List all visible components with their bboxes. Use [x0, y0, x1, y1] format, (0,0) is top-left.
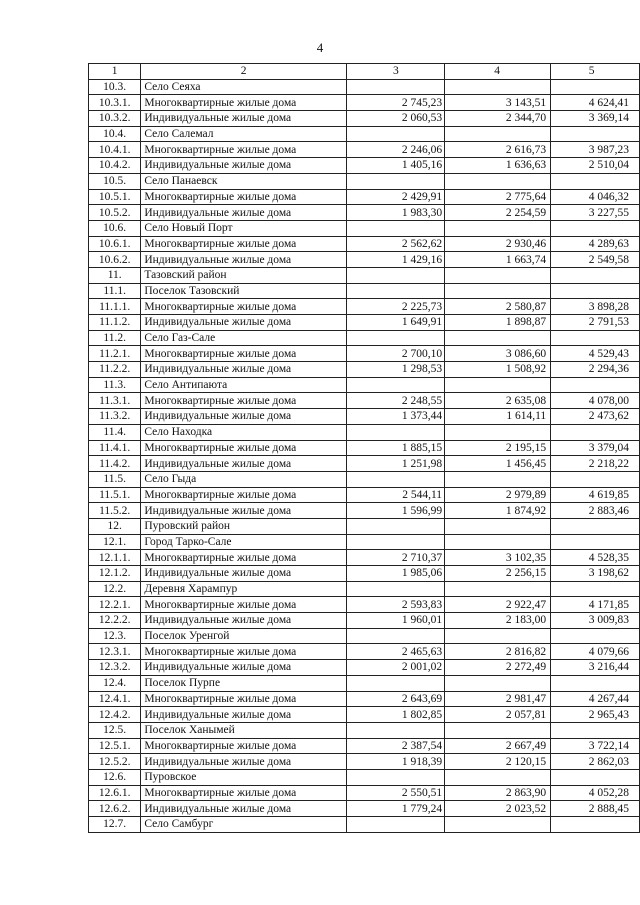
row-name-cell: Село Новый Порт: [141, 220, 346, 236]
value-col5-cell: 4 171,85: [551, 597, 640, 613]
table-row: [89, 189, 640, 205]
row-name-cell: Многоквартирные жилые дома: [141, 142, 346, 158]
row-number-cell: 12.5.2.: [89, 754, 141, 770]
header-cell: 2: [141, 64, 346, 80]
row-number-cell: 11.1.2.: [89, 315, 141, 331]
value-col3-cell: 2 387,54: [346, 738, 444, 754]
value-col3-cell: 1 960,01: [346, 613, 444, 629]
value-col3-cell: 1 983,30: [346, 205, 444, 221]
row-number-cell: 12.4.2.: [89, 707, 141, 723]
value-col4-cell: 1 456,45: [445, 456, 551, 472]
table-header-row: [89, 64, 640, 80]
value-col5-cell: 2 218,22: [551, 456, 640, 472]
row-name-cell: Индивидуальные жилые дома: [141, 613, 346, 629]
value-col5-cell: [551, 581, 640, 597]
row-number-cell: 10.5.2.: [89, 205, 141, 221]
row-number-cell: 10.5.1.: [89, 189, 141, 205]
row-name-cell: Село Находка: [141, 424, 346, 440]
table-row: [89, 644, 640, 660]
row-name-cell: Многоквартирные жилые дома: [141, 95, 346, 111]
table-row: [89, 691, 640, 707]
row-number-cell: 10.4.: [89, 126, 141, 142]
row-name-cell: Индивидуальные жилые дома: [141, 456, 346, 472]
table-row: [89, 738, 640, 754]
value-col4-cell: 3 102,35: [445, 550, 551, 566]
row-number-cell: 11.1.: [89, 283, 141, 299]
value-col5-cell: 2 510,04: [551, 158, 640, 174]
value-col5-cell: 2 473,62: [551, 409, 640, 425]
value-col4-cell: 2 023,52: [445, 801, 551, 817]
row-number-cell: 11.2.1.: [89, 346, 141, 362]
row-name-cell: Индивидуальные жилые дома: [141, 566, 346, 582]
value-col5-cell: 4 528,35: [551, 550, 640, 566]
value-col5-cell: [551, 330, 640, 346]
row-number-cell: 12.1.1.: [89, 550, 141, 566]
row-name-cell: Многоквартирные жилые дома: [141, 738, 346, 754]
row-number-cell: 11.: [89, 267, 141, 283]
value-col4-cell: [445, 769, 551, 785]
row-number-cell: 11.4.2.: [89, 456, 141, 472]
value-col4-cell: 1 898,87: [445, 315, 551, 331]
row-number-cell: 11.2.: [89, 330, 141, 346]
row-name-cell: Индивидуальные жилые дома: [141, 205, 346, 221]
value-col4-cell: 2 120,15: [445, 754, 551, 770]
row-number-cell: 12.4.: [89, 675, 141, 691]
value-col3-cell: 2 246,06: [346, 142, 444, 158]
row-name-cell: Индивидуальные жилые дома: [141, 362, 346, 378]
value-col5-cell: [551, 126, 640, 142]
row-number-cell: 10.6.2.: [89, 252, 141, 268]
table-row: [89, 440, 640, 456]
value-col5-cell: 4 289,63: [551, 236, 640, 252]
table-row: [89, 95, 640, 111]
row-name-cell: Индивидуальные жилые дома: [141, 754, 346, 770]
table-row: [89, 205, 640, 221]
value-col5-cell: 3 379,04: [551, 440, 640, 456]
value-col3-cell: 1 373,44: [346, 409, 444, 425]
row-number-cell: 11.5.2.: [89, 503, 141, 519]
row-number-cell: 10.4.1.: [89, 142, 141, 158]
row-number-cell: 12.2.2.: [89, 613, 141, 629]
row-number-cell: 12.6.: [89, 769, 141, 785]
value-col3-cell: 2 248,55: [346, 393, 444, 409]
row-name-cell: Многоквартирные жилые дома: [141, 785, 346, 801]
value-col4-cell: 2 667,49: [445, 738, 551, 754]
value-col3-cell: [346, 126, 444, 142]
row-number-cell: 12.5.1.: [89, 738, 141, 754]
row-number-cell: 12.3.2.: [89, 660, 141, 676]
tariff-table: [88, 63, 640, 833]
row-name-cell: Многоквартирные жилые дома: [141, 189, 346, 205]
value-col4-cell: 2 979,89: [445, 487, 551, 503]
value-col4-cell: 1 508,92: [445, 362, 551, 378]
table-row: [89, 471, 640, 487]
value-col5-cell: 3 987,23: [551, 142, 640, 158]
value-col4-cell: 1 874,92: [445, 503, 551, 519]
value-col4-cell: [445, 424, 551, 440]
row-number-cell: 11.5.: [89, 471, 141, 487]
value-col3-cell: 1 251,98: [346, 456, 444, 472]
table-row: [89, 707, 640, 723]
row-name-cell: Индивидуальные жилые дома: [141, 315, 346, 331]
value-col5-cell: 3 369,14: [551, 111, 640, 127]
row-name-cell: Город Тарко-Сале: [141, 534, 346, 550]
table-row: [89, 377, 640, 393]
value-col3-cell: 1 298,53: [346, 362, 444, 378]
table-row: [89, 628, 640, 644]
value-col3-cell: 2 544,11: [346, 487, 444, 503]
row-name-cell: Индивидуальные жилые дома: [141, 707, 346, 723]
value-col5-cell: 4 078,00: [551, 393, 640, 409]
value-col5-cell: 4 079,66: [551, 644, 640, 660]
value-col5-cell: [551, 534, 640, 550]
table-row: [89, 79, 640, 95]
row-name-cell: Село Самбург: [141, 817, 346, 833]
table-row: [89, 801, 640, 817]
table-row: [89, 283, 640, 299]
value-col3-cell: 2 593,83: [346, 597, 444, 613]
value-col3-cell: [346, 628, 444, 644]
row-name-cell: Село Гыда: [141, 471, 346, 487]
value-col4-cell: [445, 817, 551, 833]
value-col4-cell: 2 254,59: [445, 205, 551, 221]
value-col4-cell: [445, 283, 551, 299]
table-row: [89, 785, 640, 801]
value-col5-cell: 3 216,44: [551, 660, 640, 676]
value-col5-cell: 3 898,28: [551, 299, 640, 315]
page-number: 4: [316, 40, 324, 55]
value-col4-cell: [445, 330, 551, 346]
value-col3-cell: [346, 267, 444, 283]
value-col4-cell: 3 143,51: [445, 95, 551, 111]
value-col3-cell: 1 918,39: [346, 754, 444, 770]
row-name-cell: Пуровский район: [141, 518, 346, 534]
value-col3-cell: 2 745,23: [346, 95, 444, 111]
value-col5-cell: 2 888,45: [551, 801, 640, 817]
value-col3-cell: [346, 675, 444, 691]
value-col5-cell: 4 046,32: [551, 189, 640, 205]
value-col5-cell: 4 624,41: [551, 95, 640, 111]
table-row: [89, 393, 640, 409]
table-row: [89, 769, 640, 785]
row-number-cell: 11.3.: [89, 377, 141, 393]
value-col4-cell: 2 183,00: [445, 613, 551, 629]
value-col4-cell: 2 635,08: [445, 393, 551, 409]
value-col5-cell: 3 227,55: [551, 205, 640, 221]
value-col3-cell: 2 710,37: [346, 550, 444, 566]
row-name-cell: Многоквартирные жилые дома: [141, 691, 346, 707]
row-name-cell: Индивидуальные жилые дома: [141, 409, 346, 425]
table-row: [89, 817, 640, 833]
value-col4-cell: 3 086,60: [445, 346, 551, 362]
row-name-cell: Деревня Харампур: [141, 581, 346, 597]
row-number-cell: 11.4.1.: [89, 440, 141, 456]
value-col3-cell: 2 550,51: [346, 785, 444, 801]
row-name-cell: Село Салемал: [141, 126, 346, 142]
table-row: [89, 660, 640, 676]
value-col5-cell: 2 294,36: [551, 362, 640, 378]
value-col3-cell: 1 985,06: [346, 566, 444, 582]
row-number-cell: 10.6.: [89, 220, 141, 236]
table-row: [89, 550, 640, 566]
value-col4-cell: 1 663,74: [445, 252, 551, 268]
value-col4-cell: 2 195,15: [445, 440, 551, 456]
value-col5-cell: [551, 377, 640, 393]
table-row: [89, 518, 640, 534]
value-col5-cell: 2 862,03: [551, 754, 640, 770]
row-name-cell: Многоквартирные жилые дома: [141, 299, 346, 315]
row-name-cell: Многоквартирные жилые дома: [141, 236, 346, 252]
table-row: [89, 267, 640, 283]
value-col3-cell: [346, 377, 444, 393]
value-col4-cell: [445, 377, 551, 393]
row-number-cell: 12.6.2.: [89, 801, 141, 817]
row-name-cell: Индивидуальные жилые дома: [141, 111, 346, 127]
table-row: [89, 566, 640, 582]
row-number-cell: 12.2.1.: [89, 597, 141, 613]
value-col3-cell: [346, 581, 444, 597]
table-row: [89, 236, 640, 252]
row-name-cell: Тазовский район: [141, 267, 346, 283]
row-name-cell: Индивидуальные жилые дома: [141, 660, 346, 676]
header-cell: 5: [551, 64, 640, 80]
table-row: [89, 220, 640, 236]
header-cell: 3: [346, 64, 444, 80]
row-number-cell: 12.2.: [89, 581, 141, 597]
value-col5-cell: [551, 283, 640, 299]
value-col3-cell: [346, 173, 444, 189]
value-col3-cell: 2 465,63: [346, 644, 444, 660]
value-col4-cell: 1 614,11: [445, 409, 551, 425]
header-cell: 4: [445, 64, 551, 80]
row-name-cell: Многоквартирные жилые дома: [141, 487, 346, 503]
value-col3-cell: [346, 79, 444, 95]
value-col3-cell: 2 700,10: [346, 346, 444, 362]
value-col5-cell: 3 198,62: [551, 566, 640, 582]
value-col3-cell: [346, 518, 444, 534]
value-col4-cell: [445, 628, 551, 644]
table-row: [89, 487, 640, 503]
value-col3-cell: [346, 283, 444, 299]
table-row: [89, 675, 640, 691]
value-col5-cell: 2 791,53: [551, 315, 640, 331]
row-number-cell: 11.3.2.: [89, 409, 141, 425]
value-col3-cell: 1 885,15: [346, 440, 444, 456]
table-row: [89, 409, 640, 425]
value-col3-cell: [346, 330, 444, 346]
row-name-cell: Многоквартирные жилые дома: [141, 393, 346, 409]
value-col5-cell: 4 529,43: [551, 346, 640, 362]
value-col4-cell: 2 272,49: [445, 660, 551, 676]
table-row: [89, 581, 640, 597]
row-name-cell: Индивидуальные жилые дома: [141, 503, 346, 519]
value-col4-cell: 2 816,82: [445, 644, 551, 660]
value-col4-cell: [445, 675, 551, 691]
value-col4-cell: [445, 581, 551, 597]
value-col3-cell: 1 779,24: [346, 801, 444, 817]
table-row: [89, 299, 640, 315]
table-row: [89, 613, 640, 629]
value-col3-cell: [346, 722, 444, 738]
value-col5-cell: [551, 628, 640, 644]
value-col4-cell: [445, 518, 551, 534]
value-col4-cell: [445, 173, 551, 189]
value-col5-cell: 3 009,83: [551, 613, 640, 629]
value-col3-cell: 1 802,85: [346, 707, 444, 723]
value-col4-cell: [445, 126, 551, 142]
row-number-cell: 12.5.: [89, 722, 141, 738]
value-col5-cell: [551, 675, 640, 691]
value-col3-cell: 2 643,69: [346, 691, 444, 707]
value-col4-cell: 2 256,15: [445, 566, 551, 582]
row-name-cell: Поселок Ханымей: [141, 722, 346, 738]
value-col5-cell: [551, 817, 640, 833]
value-col4-cell: [445, 471, 551, 487]
row-name-cell: Пуровское: [141, 769, 346, 785]
table-row: [89, 503, 640, 519]
value-col5-cell: 4 619,85: [551, 487, 640, 503]
value-col3-cell: [346, 817, 444, 833]
row-number-cell: 10.4.2.: [89, 158, 141, 174]
value-col5-cell: [551, 518, 640, 534]
row-name-cell: Индивидуальные жилые дома: [141, 801, 346, 817]
row-number-cell: 12.3.1.: [89, 644, 141, 660]
value-col3-cell: 2 562,62: [346, 236, 444, 252]
row-name-cell: Поселок Тазовский: [141, 283, 346, 299]
table-row: [89, 111, 640, 127]
header-cell: 1: [89, 64, 141, 80]
value-col3-cell: 1 429,16: [346, 252, 444, 268]
row-number-cell: 10.3.1.: [89, 95, 141, 111]
value-col5-cell: [551, 173, 640, 189]
table-row: [89, 126, 640, 142]
table-row: [89, 362, 640, 378]
row-name-cell: Многоквартирные жилые дома: [141, 550, 346, 566]
row-name-cell: Многоквартирные жилые дома: [141, 597, 346, 613]
row-number-cell: 11.4.: [89, 424, 141, 440]
value-col4-cell: 2 981,47: [445, 691, 551, 707]
table-row: [89, 142, 640, 158]
row-name-cell: Многоквартирные жилые дома: [141, 440, 346, 456]
row-name-cell: Многоквартирные жилые дома: [141, 346, 346, 362]
value-col5-cell: [551, 722, 640, 738]
value-col3-cell: 2 429,91: [346, 189, 444, 205]
value-col4-cell: [445, 79, 551, 95]
row-number-cell: 12.: [89, 518, 141, 534]
value-col3-cell: [346, 471, 444, 487]
table-row: [89, 754, 640, 770]
value-col4-cell: [445, 722, 551, 738]
value-col4-cell: [445, 267, 551, 283]
row-number-cell: 12.3.: [89, 628, 141, 644]
value-col5-cell: [551, 79, 640, 95]
table-row: [89, 424, 640, 440]
value-col3-cell: [346, 220, 444, 236]
row-name-cell: Село Газ-Сале: [141, 330, 346, 346]
row-name-cell: Село Панаевск: [141, 173, 346, 189]
value-col3-cell: [346, 769, 444, 785]
row-name-cell: Многоквартирные жилые дома: [141, 644, 346, 660]
row-name-cell: Индивидуальные жилые дома: [141, 158, 346, 174]
value-col3-cell: 2 225,73: [346, 299, 444, 315]
row-number-cell: 12.4.1.: [89, 691, 141, 707]
table-row: [89, 534, 640, 550]
value-col4-cell: 2 616,73: [445, 142, 551, 158]
row-number-cell: 12.1.: [89, 534, 141, 550]
value-col4-cell: [445, 220, 551, 236]
value-col3-cell: 2 060,53: [346, 111, 444, 127]
table-row: [89, 252, 640, 268]
value-col5-cell: 4 267,44: [551, 691, 640, 707]
value-col5-cell: 4 052,28: [551, 785, 640, 801]
value-col4-cell: 1 636,63: [445, 158, 551, 174]
value-col4-cell: [445, 534, 551, 550]
row-number-cell: 11.2.2.: [89, 362, 141, 378]
value-col4-cell: 2 057,81: [445, 707, 551, 723]
value-col5-cell: 2 965,43: [551, 707, 640, 723]
row-name-cell: Поселок Пурпе: [141, 675, 346, 691]
value-col4-cell: 2 344,70: [445, 111, 551, 127]
table-row: [89, 597, 640, 613]
value-col3-cell: [346, 534, 444, 550]
value-col3-cell: 1 405,16: [346, 158, 444, 174]
row-name-cell: Село Антипаюта: [141, 377, 346, 393]
value-col5-cell: [551, 769, 640, 785]
table-row: [89, 722, 640, 738]
row-number-cell: 11.3.1.: [89, 393, 141, 409]
value-col3-cell: 1 649,91: [346, 315, 444, 331]
value-col4-cell: 2 930,46: [445, 236, 551, 252]
row-number-cell: 11.5.1.: [89, 487, 141, 503]
row-number-cell: 12.7.: [89, 817, 141, 833]
row-number-cell: 10.5.: [89, 173, 141, 189]
value-col4-cell: 2 580,87: [445, 299, 551, 315]
table-row: [89, 315, 640, 331]
value-col5-cell: 2 549,58: [551, 252, 640, 268]
value-col5-cell: 2 883,46: [551, 503, 640, 519]
row-number-cell: 12.6.1.: [89, 785, 141, 801]
value-col5-cell: [551, 267, 640, 283]
row-name-cell: Село Сеяха: [141, 79, 346, 95]
value-col3-cell: [346, 424, 444, 440]
table-row: [89, 173, 640, 189]
table-row: [89, 330, 640, 346]
value-col4-cell: 2 922,47: [445, 597, 551, 613]
value-col5-cell: [551, 424, 640, 440]
table-row: [89, 456, 640, 472]
row-number-cell: 11.1.1.: [89, 299, 141, 315]
value-col3-cell: 2 001,02: [346, 660, 444, 676]
value-col5-cell: [551, 471, 640, 487]
value-col4-cell: 2 863,90: [445, 785, 551, 801]
row-number-cell: 10.6.1.: [89, 236, 141, 252]
value-col5-cell: 3 722,14: [551, 738, 640, 754]
value-col5-cell: [551, 220, 640, 236]
row-name-cell: Поселок Уренгой: [141, 628, 346, 644]
table-row: [89, 158, 640, 174]
value-col4-cell: 2 775,64: [445, 189, 551, 205]
row-name-cell: Индивидуальные жилые дома: [141, 252, 346, 268]
row-number-cell: 10.3.: [89, 79, 141, 95]
value-col3-cell: 1 596,99: [346, 503, 444, 519]
row-number-cell: 10.3.2.: [89, 111, 141, 127]
table-row: [89, 346, 640, 362]
row-number-cell: 12.1.2.: [89, 566, 141, 582]
